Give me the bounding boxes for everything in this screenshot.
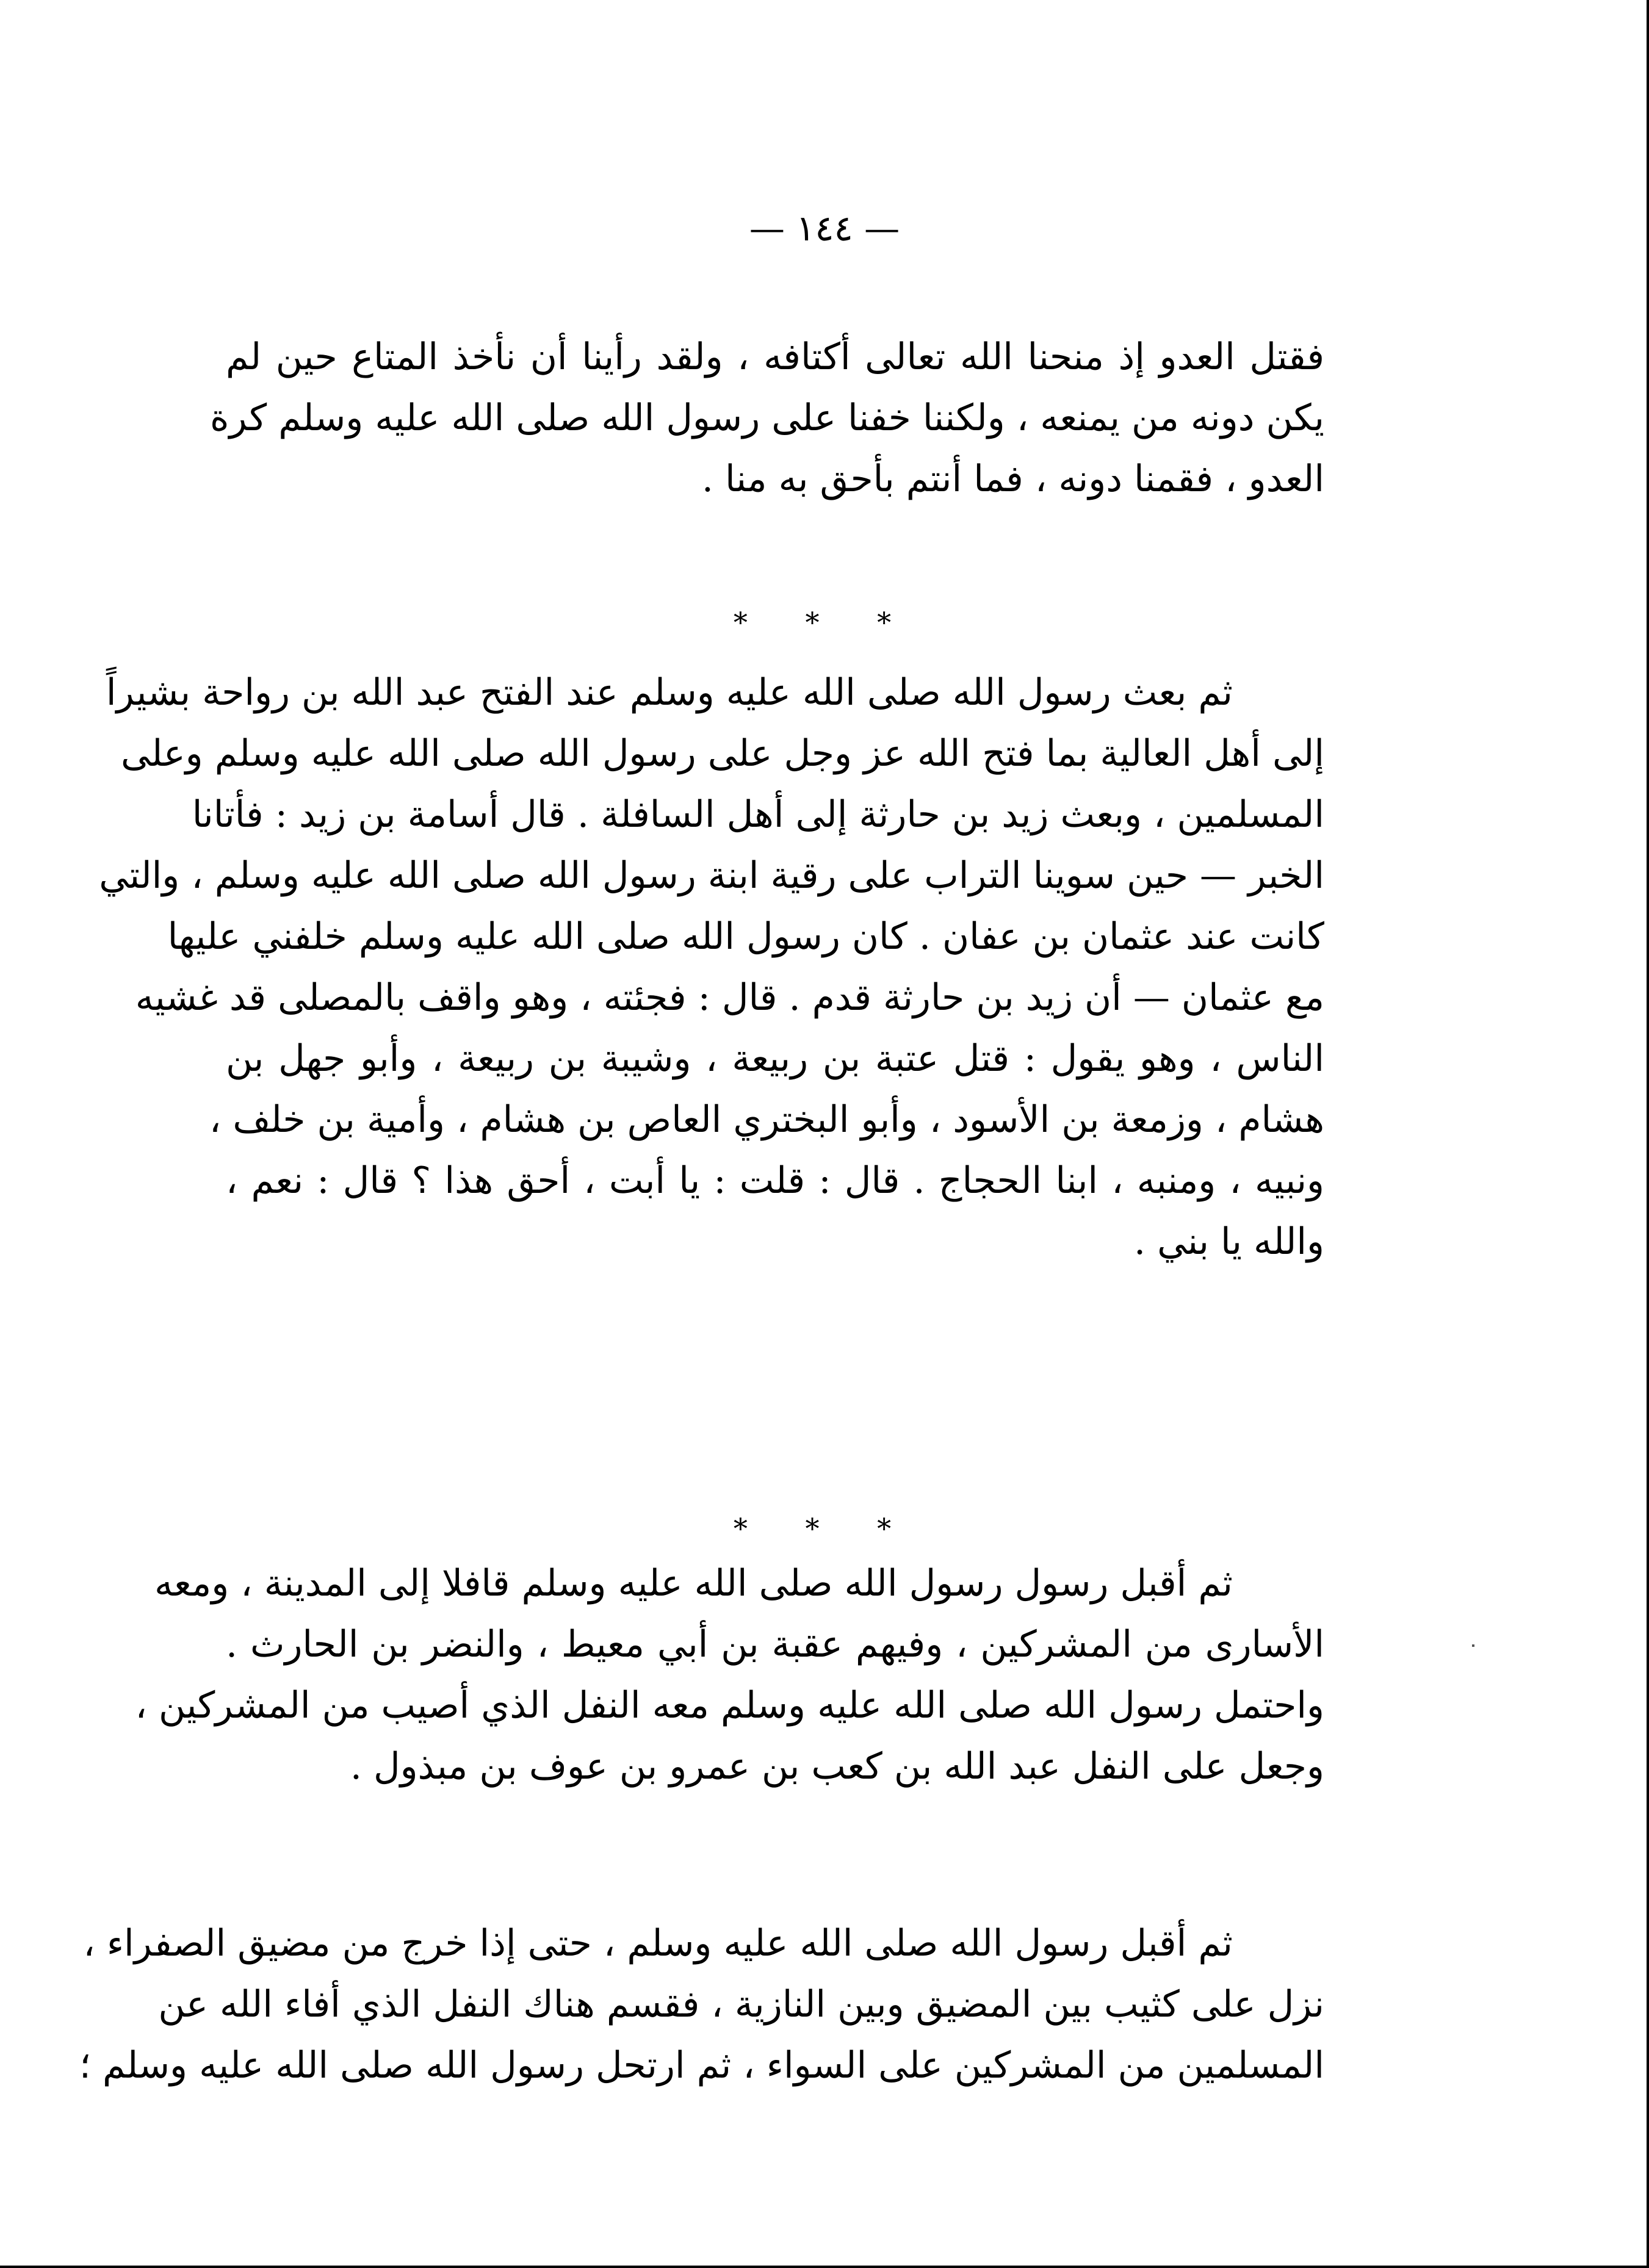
paragraph-4 — [79, 1913, 1324, 2096]
text-line: فقتل العدو إذ منحنا الله تعالى أكتافه ، ولقد رأينا أن نأخذ المتاع حين لم — [226, 336, 1324, 378]
text-line: ثم أقبل رسول الله صلى الله عليه وسلم ، حتى إذا خرج من مضيق الصفراء ، — [83, 1922, 1233, 1965]
section-separator: * * * — [733, 1512, 916, 1545]
paragraph-3 — [135, 1553, 1324, 1797]
text-line: المسلمين ، وبعث زيد بن حارثة إلى أهل السافلة . قال أسامة بن زيد : فأتانا — [192, 793, 1324, 836]
paragraph-1 — [210, 326, 1324, 509]
text-line: المسلمين من المشركين على السواء ، ثم ارتحل رسول الله صلى الله عليه وسلم ؛ — [79, 2044, 1324, 2087]
text-line: إلى أهل العالية بما فتح الله عز وجل على رسول الله صلى الله عليه وسلم وعلى — [120, 732, 1324, 775]
text-line: الناس ، وهو يقول : قتل عتبة بن ربيعة ، وشيبة بن ربيعة ، وأبو جهل بن — [226, 1037, 1324, 1080]
text-line: الأسارى من المشركين ، وفيهم عقبة بن أبي معيط ، والنضر بن الحارث . — [226, 1623, 1324, 1666]
text-line: ثم بعث رسول الله صلى الله عليه وسلم عند الفتح عبد الله بن رواحة بشيراً — [106, 671, 1233, 714]
paragraph-2 — [99, 662, 1324, 1272]
text-line: كانت عند عثمان بن عفان . كان رسول الله صلى الله عليه وسلم خلفني عليها — [167, 915, 1324, 958]
text-line: نزل على كثيب بين المضيق وبين النازية ، فقسم هناك النفل الذي أفاء الله عن — [158, 1983, 1324, 2026]
text-line: وجعل على النفل عبد الله بن كعب بن عمرو بن عوف بن مبذول . — [350, 1745, 1324, 1788]
text-line: ونبيه ، ومنبه ، ابنا الحجاج . قال : قلت : يا أبت ، أحق هذا ؟ قال : نعم ، — [226, 1159, 1324, 1202]
text-line: والله يا بني . — [1133, 1220, 1324, 1263]
text-line: العدو ، فقمنا دونه ، فما أنتم بأحق به منا . — [701, 458, 1324, 500]
text-line: يكن دونه من يمنعه ، ولكننا خفنا على رسول الله صلى الله عليه وسلم كرة — [210, 397, 1324, 439]
text-line: ثم أقبل رسول رسول الله صلى الله عليه وسلم قافلا إلى المدينة ، ومعه — [154, 1562, 1233, 1605]
page-number: — ١٤٤ — — [749, 207, 900, 249]
section-separator: * * * — [733, 606, 916, 639]
scan-speck — [1472, 1644, 1474, 1647]
text-line: هشام ، وزمعة بن الأسود ، وأبو البختري العاص بن هشام ، وأمية بن خلف ، — [209, 1098, 1324, 1141]
text-line: الخبر — حين سوينا التراب على رقية ابنة رسول الله صلى الله عليه وسلم ، والتي — [99, 854, 1324, 897]
text-line: واحتمل رسول الله صلى الله عليه وسلم معه النفل الذي أصيب من المشركين ، — [135, 1684, 1324, 1727]
text-line: مع عثمان — أن زيد بن حارثة قدم . قال : فجئته ، وهو واقف بالمصلى قد غشيه — [135, 976, 1324, 1019]
